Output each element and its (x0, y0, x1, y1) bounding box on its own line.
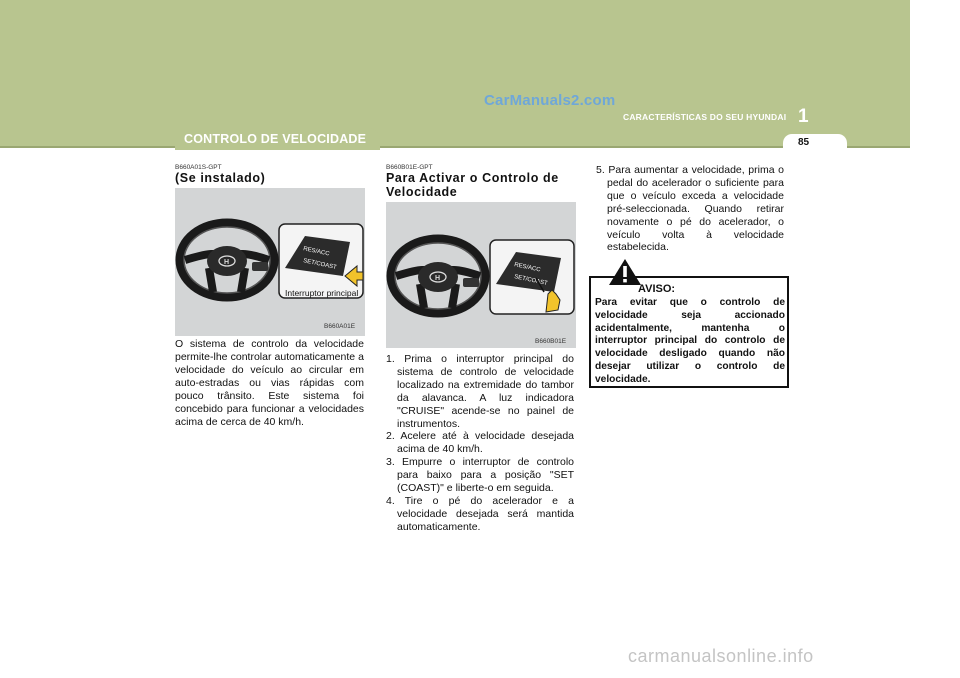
warning-icon (608, 258, 642, 286)
warning-text: Para evitar que o controlo de velocidade seja accionado acidentalmente, mantenha o interruptor principal do controlo de velocidade desligado quando não desejar utilizar o controlo de velocidade. (595, 297, 785, 385)
header-margin (910, 0, 960, 148)
section-title: CONTROLO DE VELOCIDADE (184, 132, 367, 146)
svg-text:RES/ACC: RES/ACC (513, 262, 541, 274)
warning-title: AVISO: (638, 283, 676, 295)
svg-text:RES/ACC: RES/ACC (302, 246, 330, 258)
activation-steps (386, 353, 574, 534)
figure-caption-2: B660B01E (535, 338, 567, 345)
svg-text:H: H (224, 259, 230, 266)
steering-wheel-icon (386, 202, 576, 348)
list-item: 5. Para aumentar a velocidade, prima o pedal do acelerador o suficiente para que o veículo exceda a velocidade pré-seleccionada. Quando retirar novamente o pé do acelerador, o veículo volta à velocidade estabelecida. (596, 164, 784, 254)
site-watermark-bottom[interactable]: carmanualsonline.info (628, 646, 814, 666)
steering-wheel-icon (175, 188, 365, 336)
list-item: 4. Tire o pé do acelerador e a velocidade desejada será mantida automaticamente. (386, 494, 574, 533)
list-item: 3. Empurre o interruptor de controlo para baixo para a posição "SET (COAST)" e liberte-o em seguida. (386, 456, 574, 495)
activation-steps-continued (596, 164, 784, 254)
section-code-1: B660A01S-GPT (175, 164, 222, 171)
svg-text:SET/COAST: SET/COAST (302, 258, 338, 272)
figure-label-main-switch: Interruptor principal (285, 288, 359, 298)
intro-paragraph: O sistema de controlo da velocidade permite-lhe controlar automaticamente a velocidade do veículo ao circular em auto-estradas ou vias rápidas com pouco trânsito. Este sistema foi concebido para funcionar a velocidades acima de cerca de 40 km/h. (175, 338, 364, 428)
heading-installed: (Se instalado) (175, 171, 266, 185)
chapter-number: 1 (798, 106, 809, 127)
page-number: 85 (798, 137, 810, 148)
steering-wheel-figure-2 (386, 202, 576, 348)
figure-caption-1: B660A01E (324, 323, 356, 330)
steering-wheel-figure-1 (175, 188, 365, 336)
list-item: 1. Prima o interruptor principal do sistema de controlo de velocidade localizado na extremidade do tambor da alavanca. A luz indicadora "CRUISE" acende-se no painel de instrumentos. (386, 353, 574, 430)
header-band (0, 0, 960, 148)
heading-activate: Para Activar o Controlo de Velocidade (386, 171, 559, 199)
svg-text:H: H (435, 275, 441, 282)
section-code-2: B660B01E-GPT (386, 164, 433, 171)
site-watermark-top[interactable]: CarManuals2.com (484, 92, 616, 109)
list-item: 2. Acelere até à velocidade desejada acima de 40 km/h. (386, 430, 574, 456)
chapter-title: CARACTERÍSTICAS DO SEU HYUNDAI (623, 112, 787, 122)
page-number-tab (783, 134, 847, 150)
svg-text:SET/COAST: SET/COAST (513, 274, 549, 288)
